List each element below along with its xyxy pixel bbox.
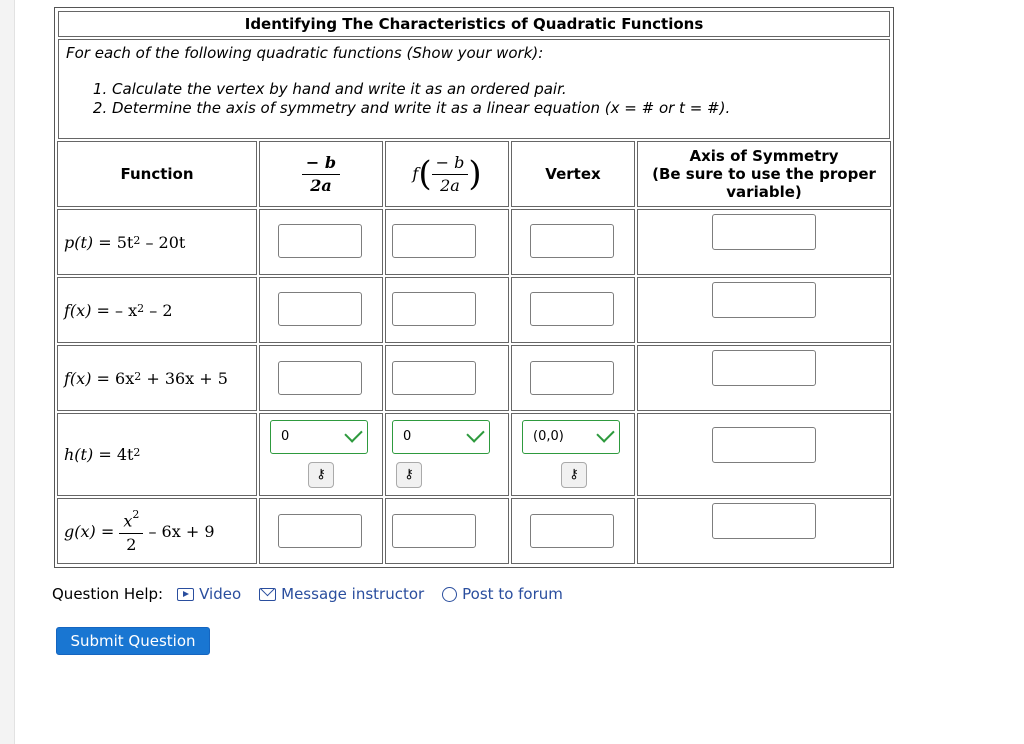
- answer-input-f-row-3[interactable]: [392, 361, 476, 395]
- question-help-label: Question Help:: [52, 585, 164, 603]
- answer-input-axis-row-5[interactable]: [712, 503, 816, 539]
- answer-input-neg-b-2a-row-2[interactable]: [278, 292, 362, 326]
- answer-input-vertex-row-1[interactable]: [530, 224, 614, 258]
- video-link[interactable]: Video: [177, 585, 241, 603]
- answer-input-neg-b-2a-row-3[interactable]: [278, 361, 362, 395]
- instructions: [58, 39, 890, 139]
- function-row-4: h(t) = 4t $^2$: [57, 413, 257, 496]
- video-icon: [177, 588, 194, 601]
- left-scroll-gutter: [0, 0, 15, 744]
- function-row-3: f(x) = 6x $^2$ + 36x + 5: [57, 345, 257, 411]
- answer-input-axis-row-3[interactable]: [712, 350, 816, 386]
- header-vertex: Vertex: [511, 141, 635, 207]
- key-icon[interactable]: ⚷: [561, 462, 587, 488]
- correct-check-icon: [344, 424, 362, 442]
- answer-input-f-row-2[interactable]: [392, 292, 476, 326]
- answer-input-vertex-row-4[interactable]: (0,0): [522, 420, 620, 454]
- question-help: [52, 585, 581, 603]
- answer-input-axis-row-1[interactable]: [712, 214, 816, 250]
- key-icon[interactable]: ⚷: [308, 462, 334, 488]
- answer-input-neg-b-2a-row-1[interactable]: [278, 224, 362, 258]
- instructions-intro: For each of the following quadratic functions (Show your work):: [66, 44, 544, 62]
- instructions-list: [59, 80, 730, 118]
- key-icon[interactable]: ⚷: [396, 462, 422, 488]
- mail-icon: [259, 588, 276, 601]
- answer-input-axis-row-4[interactable]: [712, 427, 816, 463]
- instruction-step: 2. Determine the axis of symmetry and write it as a linear equation (x = # or t = #).: [112, 99, 730, 118]
- answer-input-axis-row-2[interactable]: [712, 282, 816, 318]
- correct-check-icon: [466, 424, 484, 442]
- answer-input-vertex-row-5[interactable]: [530, 514, 614, 548]
- instruction-step: 1. Calculate the vertex by hand and write it as an ordered pair.: [112, 80, 730, 99]
- header-axis-of-symmetry: Axis of Symmetry (Be sure to use the proper variable): [637, 141, 891, 207]
- function-row-1: p(t) = 5t $^2$ – 20t: [57, 209, 257, 275]
- speech-bubble-icon: [442, 587, 457, 602]
- answer-input-neg-b-2a-row-4[interactable]: 0: [270, 420, 368, 454]
- post-to-forum-link[interactable]: Post to forum: [442, 585, 563, 603]
- message-instructor-link[interactable]: Message instructor: [259, 585, 424, 603]
- answer-input-f-row-5[interactable]: [392, 514, 476, 548]
- answer-input-vertex-row-2[interactable]: [530, 292, 614, 326]
- function-row-2: f(x) = – x $^2$ – 2: [57, 277, 257, 343]
- question-title: Identifying The Characteristics of Quadratic Functions: [58, 11, 890, 37]
- correct-check-icon: [596, 424, 614, 442]
- answer-input-f-row-4[interactable]: 0: [392, 420, 490, 454]
- header-f-of-neg-b-over-2a: f ( $\frac{- b}{2a}$ ): [385, 141, 509, 207]
- submit-question-button[interactable]: Submit Question: [56, 627, 210, 655]
- header-function: Function: [57, 141, 257, 207]
- answer-input-f-row-1[interactable]: [392, 224, 476, 258]
- header-neg-b-over-2a: $\frac{- b}{2a}$: [259, 141, 383, 207]
- answer-input-neg-b-2a-row-5[interactable]: [278, 514, 362, 548]
- answer-input-vertex-row-3[interactable]: [530, 361, 614, 395]
- function-row-5: g(x) = $\frac{x^2}{2}$ – 6x + 9: [57, 498, 257, 564]
